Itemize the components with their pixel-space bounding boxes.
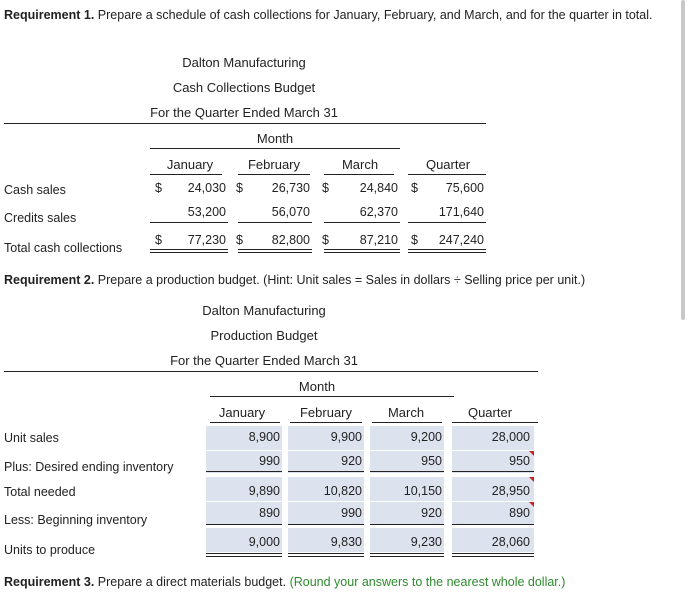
prod-row-label: Plus: Desired ending inventory bbox=[4, 460, 174, 474]
cash-cell: 82,800 bbox=[271, 233, 310, 247]
cash-row-label: Cash sales bbox=[4, 183, 66, 197]
cash-cell: 247,240 bbox=[438, 233, 484, 247]
subtotal-rule bbox=[150, 222, 228, 223]
dollar-sign: $ bbox=[322, 181, 329, 195]
cash-col-underline bbox=[238, 174, 310, 175]
prod-cell: 990 bbox=[259, 454, 280, 468]
cash-row-label: Total cash collections bbox=[4, 241, 123, 255]
total-double-rule bbox=[370, 553, 444, 557]
cash-cell: 56,070 bbox=[271, 205, 310, 219]
prod-cell: 9,830 bbox=[330, 535, 362, 549]
prod-col-quarter: Quarter bbox=[467, 405, 513, 420]
dollar-sign: $ bbox=[411, 233, 418, 247]
prod-cell: 9,000 bbox=[248, 535, 280, 549]
prod-cell: 950 bbox=[421, 454, 442, 468]
cash-budget-company: Dalton Manufacturing bbox=[182, 55, 306, 70]
requirement-3-text bbox=[4, 574, 684, 590]
cash-budget-period: For the Quarter Ended March 31 bbox=[150, 105, 338, 120]
dollar-sign: $ bbox=[236, 233, 243, 247]
subtotal-rule bbox=[452, 524, 534, 525]
cash-month-rule bbox=[150, 148, 400, 149]
prod-budget-company: Dalton Manufacturing bbox=[202, 303, 326, 318]
subtotal-rule bbox=[288, 471, 364, 472]
total-double-rule bbox=[452, 553, 534, 557]
cash-col-underline bbox=[324, 174, 394, 175]
total-double-rule bbox=[206, 553, 282, 557]
prod-cell: 890 bbox=[509, 506, 530, 520]
prod-month-header: Month bbox=[298, 379, 336, 394]
error-flag-icon bbox=[529, 451, 534, 456]
subtotal-rule bbox=[206, 471, 282, 472]
prod-col-january: January bbox=[218, 405, 266, 420]
cash-col-march: March bbox=[341, 157, 379, 172]
dollar-sign: $ bbox=[155, 181, 162, 195]
requirement-1-heading: Requirement 1. bbox=[4, 8, 95, 22]
requirement-1-text bbox=[4, 7, 664, 23]
requirement-2-text bbox=[4, 272, 684, 288]
requirement-2-body: Prepare a production budget. (Hint: Unit sales = Sales in dollars ÷ Selling price per unit.) bbox=[94, 273, 586, 287]
prod-col-underline bbox=[290, 422, 362, 423]
requirement-3-note: (Round your answers to the nearest whole dollar.) bbox=[289, 575, 566, 589]
total-double-rule bbox=[324, 249, 400, 253]
cash-col-underline bbox=[150, 174, 222, 175]
cash-col-quarter: Quarter bbox=[425, 157, 471, 172]
subtotal-rule bbox=[206, 524, 282, 525]
subtotal-rule bbox=[452, 471, 534, 472]
cash-row-label: Credits sales bbox=[4, 211, 77, 225]
cash-cell: 24,840 bbox=[359, 181, 398, 195]
subtotal-rule bbox=[238, 222, 312, 223]
total-double-rule bbox=[238, 249, 312, 253]
prod-cell: 990 bbox=[341, 506, 362, 520]
prod-cell: 890 bbox=[259, 506, 280, 520]
total-double-rule bbox=[288, 553, 364, 557]
cash-budget-title: Cash Collections Budget bbox=[172, 80, 316, 95]
dollar-sign: $ bbox=[322, 233, 329, 247]
prod-cell: 9,900 bbox=[330, 430, 362, 444]
cash-cell: 75,600 bbox=[445, 181, 484, 195]
prod-col-march: March bbox=[387, 405, 425, 420]
total-double-rule bbox=[150, 249, 228, 253]
error-flag-icon bbox=[529, 477, 534, 482]
prod-cell: 8,900 bbox=[248, 430, 280, 444]
prod-cell: 9,200 bbox=[410, 430, 442, 444]
cash-cell: 26,730 bbox=[271, 181, 310, 195]
prod-col-underline bbox=[452, 422, 538, 423]
prod-budget-top-rule bbox=[4, 371, 538, 372]
subtotal-rule bbox=[408, 222, 486, 223]
cash-budget-top-rule bbox=[4, 123, 486, 124]
cash-cell: 87,210 bbox=[359, 233, 398, 247]
prod-cell: 950 bbox=[509, 454, 530, 468]
subtotal-rule bbox=[288, 524, 364, 525]
requirement-2-heading: Requirement 2. bbox=[4, 273, 95, 287]
prod-row-label: Less: Beginning inventory bbox=[4, 513, 148, 527]
cash-col-february: February bbox=[247, 157, 301, 172]
cash-cell: 171,640 bbox=[438, 205, 484, 219]
prod-cell: 920 bbox=[341, 454, 362, 468]
prod-col-underline bbox=[372, 422, 442, 423]
prod-cell: 9,230 bbox=[410, 535, 442, 549]
prod-cell: 10,820 bbox=[323, 484, 362, 498]
prod-budget-period: For the Quarter Ended March 31 bbox=[170, 353, 358, 368]
prod-month-rule bbox=[210, 396, 454, 397]
cash-cell: 53,200 bbox=[187, 205, 226, 219]
prod-cell: 920 bbox=[421, 506, 442, 520]
dollar-sign: $ bbox=[155, 233, 162, 247]
subtotal-rule bbox=[370, 471, 444, 472]
prod-cell: 28,950 bbox=[491, 484, 530, 498]
subtotal-rule bbox=[370, 524, 444, 525]
cash-cell: 62,370 bbox=[359, 205, 398, 219]
requirement-1-body: Prepare a schedule of cash collections for January, February, and March, and for the quarter in total. bbox=[94, 8, 653, 22]
cash-cell: 77,230 bbox=[187, 233, 226, 247]
prod-cell: 28,000 bbox=[491, 430, 530, 444]
prod-budget-title: Production Budget bbox=[210, 328, 318, 343]
prod-row-label: Total needed bbox=[4, 485, 76, 499]
cash-cell: 24,030 bbox=[187, 181, 226, 195]
error-flag-icon bbox=[529, 502, 534, 507]
total-double-rule bbox=[408, 249, 486, 253]
prod-row-label: Units to produce bbox=[4, 543, 96, 557]
subtotal-rule bbox=[324, 222, 400, 223]
dollar-sign: $ bbox=[236, 181, 243, 195]
prod-col-underline bbox=[210, 422, 280, 423]
prod-cell: 28,060 bbox=[491, 535, 530, 549]
prod-cell: 9,890 bbox=[248, 484, 280, 498]
requirement-3-heading: Requirement 3. bbox=[4, 575, 95, 589]
dollar-sign: $ bbox=[411, 181, 418, 195]
cash-col-underline bbox=[408, 174, 486, 175]
cash-col-january: January bbox=[166, 157, 214, 172]
cash-month-header: Month bbox=[256, 131, 294, 146]
prod-cell: 10,150 bbox=[403, 484, 442, 498]
prod-col-february: February bbox=[299, 405, 353, 420]
requirement-3-body: Prepare a direct materials budget. bbox=[94, 575, 287, 589]
prod-row-label: Unit sales bbox=[4, 431, 59, 445]
